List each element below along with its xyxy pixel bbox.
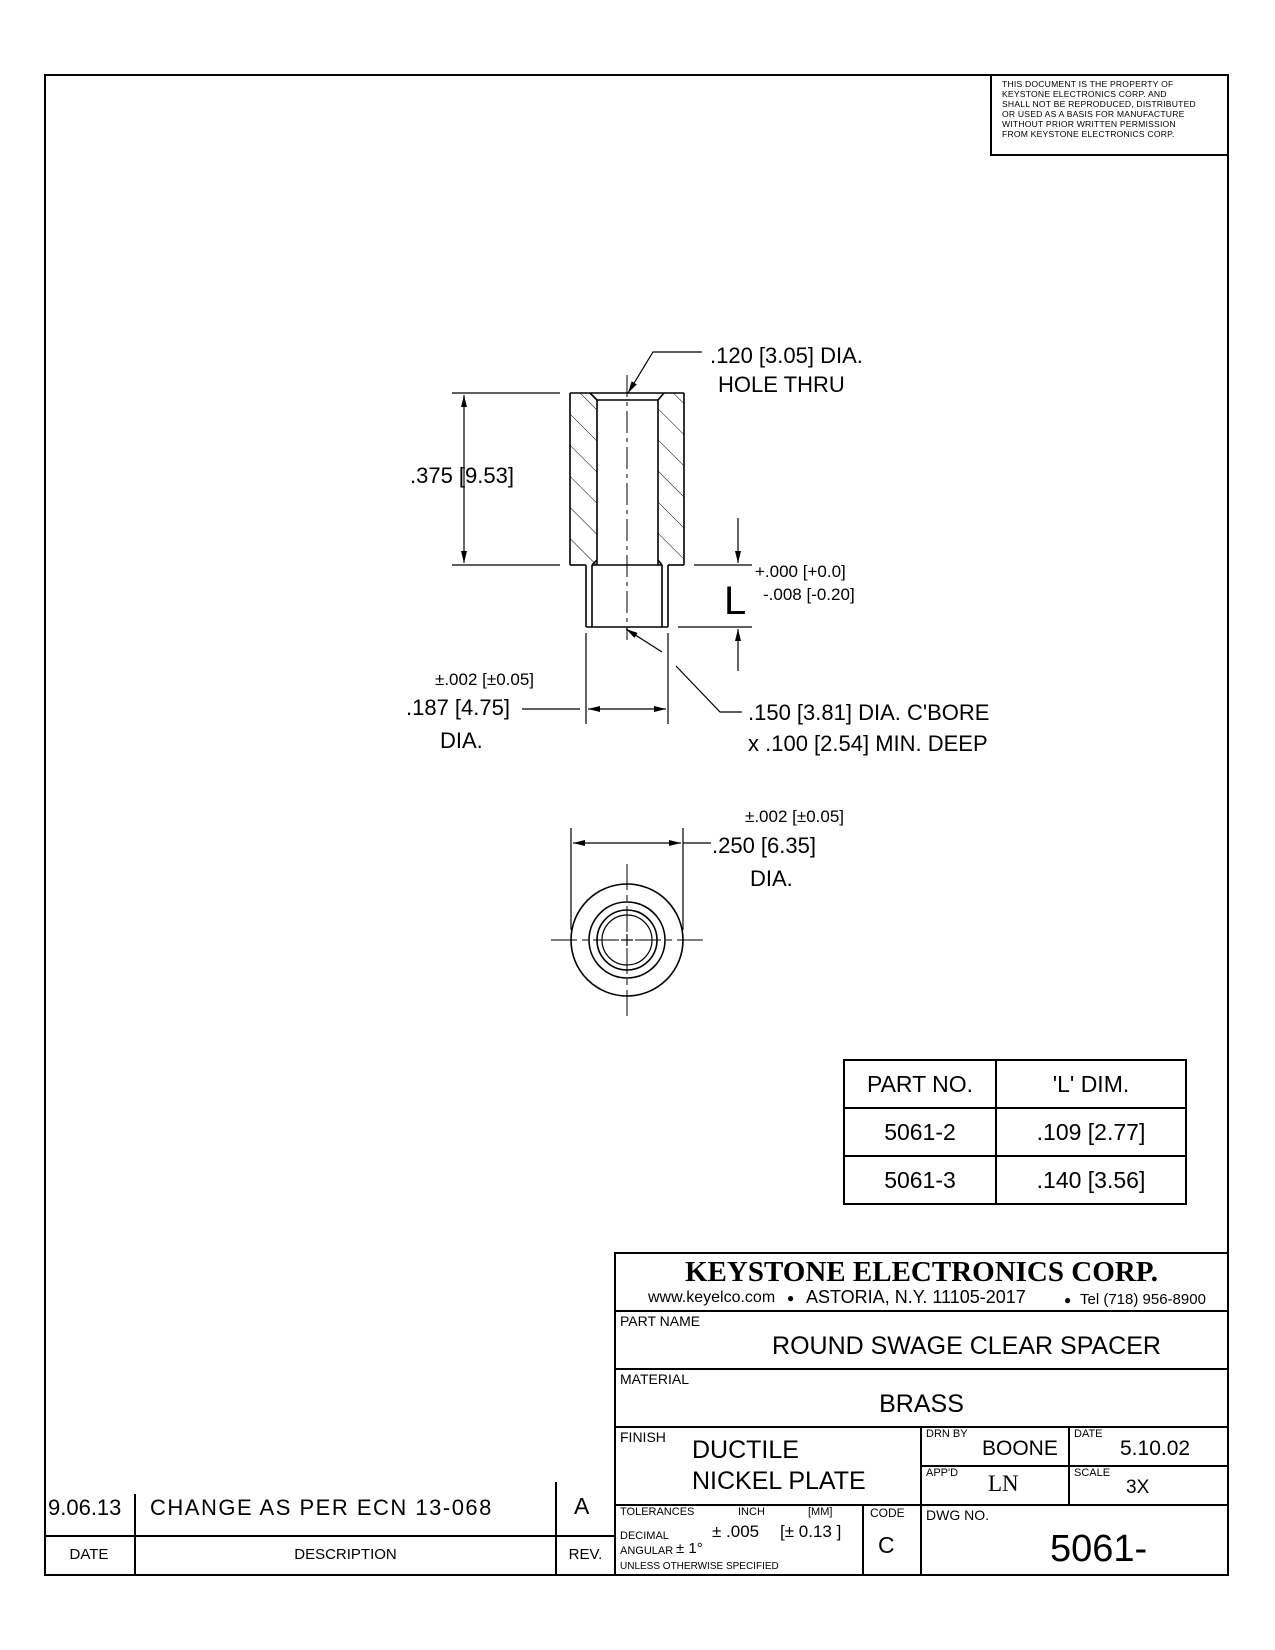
hole-leader [628, 352, 702, 393]
end-view [551, 864, 703, 1016]
od-tol-text: ±.002 [±0.05] [745, 807, 845, 826]
revision-description: CHANGE AS PER ECN 13-068 [150, 1495, 493, 1520]
bullet-icon: ● [787, 1291, 795, 1305]
material-label: MATERIAL [620, 1371, 689, 1387]
scale-label: SCALE [1074, 1467, 1111, 1479]
company-web: www.keyelco.com [648, 1289, 776, 1306]
notice-line: SHALL NOT BE REPRODUCED, DISTRIBUTED [1002, 99, 1196, 109]
part-table-header-part: PART NO. [866, 1070, 974, 1097]
dwg-no-label: DWG NO. [926, 1507, 989, 1523]
swage-dia-text: .187 [4.75] [406, 695, 510, 720]
appd-label: APP'D [926, 1467, 959, 1479]
bullet-icon: ● [1064, 1293, 1072, 1307]
l-tol-minus: -.008 [-0.20] [763, 585, 855, 604]
od-dia-suffix: DIA. [750, 866, 793, 891]
tolerances-label: TOLERANCES [620, 1506, 695, 1518]
inch-label: INCH [738, 1506, 765, 1518]
scale: 3X [1126, 1477, 1150, 1498]
height-dim-text: .375 [9.53] [410, 463, 514, 488]
part-name-label: PART NAME [620, 1313, 701, 1329]
code-label: CODE [870, 1506, 905, 1520]
date: 5.10.02 [1120, 1437, 1191, 1460]
swage-dia-dimension [522, 633, 668, 724]
od-dia-text: .250 [6.35] [712, 833, 816, 858]
notice-line: OR USED AS A BASIS FOR MANUFACTURE [1002, 109, 1185, 119]
revision-letter: A [574, 1493, 590, 1519]
decimal-inch: ± .005 [712, 1522, 760, 1541]
revision-description-label: DESCRIPTION [294, 1546, 397, 1563]
revision-date-label: DATE [69, 1546, 109, 1563]
revision-date: 9.06.13 [48, 1495, 122, 1520]
company-tel: Tel (718) 956-8900 [1080, 1291, 1206, 1308]
od-dimension [571, 828, 711, 930]
dwg-no: 5061- [1050, 1528, 1148, 1570]
part-name: ROUND SWAGE CLEAR SPACER [772, 1332, 1161, 1360]
notice-line: FROM KEYSTONE ELECTRONICS CORP. [1002, 129, 1175, 139]
swage-dia-suffix: DIA. [440, 728, 483, 753]
finish-line-1: DUCTILE [692, 1436, 799, 1464]
angular-value: ± 1° [676, 1540, 703, 1557]
unless-label: UNLESS OTHERWISE SPECIFIED [620, 1561, 779, 1572]
cbore-dim-text: .150 [3.81] DIA. C'BORE [748, 700, 990, 725]
part-table [843, 1059, 1187, 1205]
drn-by-label: DRN BY [926, 1428, 968, 1440]
swage-tol-text: ±.002 [±0.05] [435, 670, 535, 689]
decimal-mm: [± 0.13 ] [780, 1522, 842, 1541]
mm-label: [MM] [808, 1506, 833, 1518]
decimal-label: DECIMAL [620, 1530, 669, 1542]
company-name: KEYSTONE ELECTRONICS CORP. [685, 1256, 1158, 1288]
notice-line: WITHOUT PRIOR WRITTEN PERMISSION [1002, 119, 1176, 129]
notice-line: KEYSTONE ELECTRONICS CORP. AND [1002, 89, 1167, 99]
hole-thru-text: HOLE THRU [718, 372, 845, 397]
hole-dim-text: .120 [3.05] DIA. [710, 343, 863, 368]
part-table-cell: .140 [3.56] [1036, 1166, 1146, 1193]
revision-rev-label: REV. [568, 1546, 603, 1563]
cbore-depth-text: x .100 [2.54] MIN. DEEP [748, 731, 988, 756]
part-table-cell: .109 [2.77] [1036, 1118, 1146, 1145]
angular-label: ANGULAR [620, 1545, 674, 1557]
material: BRASS [879, 1390, 964, 1418]
section-view [570, 375, 684, 640]
drn-by: BOONE [982, 1437, 1058, 1460]
part-table-cell: 5061-3 [884, 1166, 956, 1193]
finish-label: FINISH [620, 1429, 666, 1445]
date-label: DATE [1074, 1428, 1103, 1440]
finish-line-2: NICKEL PLATE [692, 1467, 866, 1495]
appd: LN [988, 1471, 1019, 1496]
notice-line: THIS DOCUMENT IS THE PROPERTY OF [1002, 79, 1174, 89]
code: C [878, 1532, 895, 1558]
cbore-leader [626, 629, 742, 712]
part-table-header-l: 'L' DIM. [1052, 1070, 1130, 1097]
l-tol-plus: +.000 [+0.0] [755, 562, 846, 581]
l-label: L [724, 579, 747, 623]
part-table-cell: 5061-2 [884, 1118, 956, 1145]
company-city: ASTORIA, N.Y. 11105-2017 [806, 1287, 1026, 1307]
